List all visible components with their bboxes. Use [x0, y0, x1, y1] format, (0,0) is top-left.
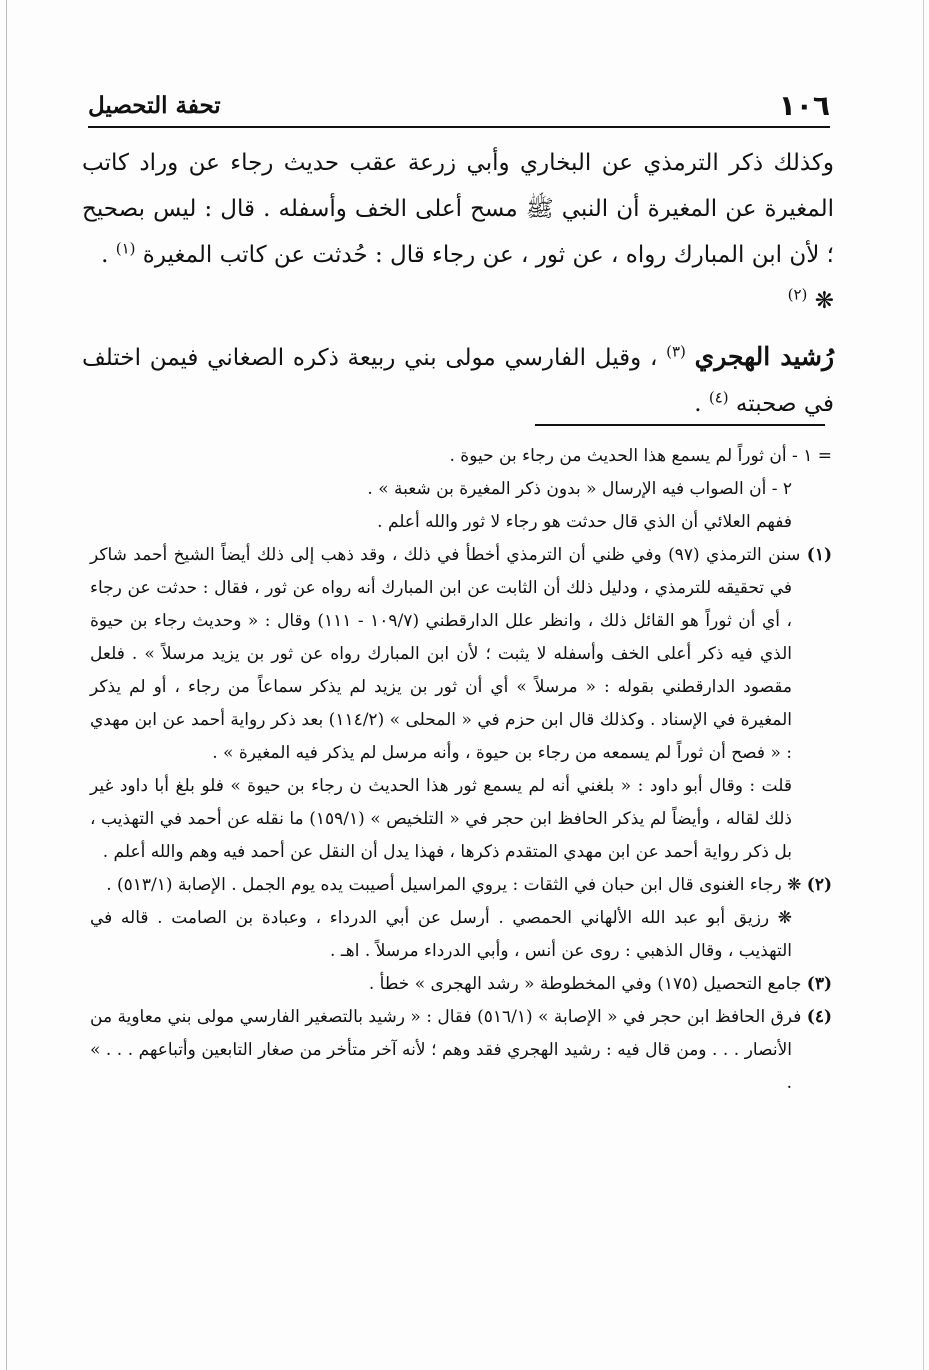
- footnote-1: [90, 539, 832, 770]
- star-entry: [82, 278, 834, 324]
- entry-title: رُشيد الهجري: [694, 342, 835, 371]
- running-title: تحفة التحصيل: [88, 92, 221, 119]
- footnote-text: فرق الحافظ ابن حجر في « الإصابة » (٥١٦/١) فقال : « رشيد بالتصغير الفارسي مولى بني معاوية من الأنصار . . . ومن قال فيه : رشيد الهجري فقد وهم ؛ لأنه آخر متأخر من صغار التابعين وأتباعهم . . . » .: [90, 1007, 802, 1093]
- footnote-text: سنن الترمذي (٩٧) وفي ظني أن الترمذي أخطأ في ذلك ، وقد ذهب إلى ذلك أيضاً الشيخ أحمد شاكر في تحقيقه للترمذي ، ودليل ذلك أن الثابت عن ابن المبارك أنه رواه عن ثور ، فقال : حدثت عن رجاء ، أي أن ثوراً هو القائل ذلك ، وانظر علل الدارقطني (١٠٩/٧ - ١١١) وقال : « وحديث رجاء بن حيوة الذي فيه ذكر أعلى الخف وأسفله لا يثبت ؛ لأن ابن المبارك رواه عن ثور بن يزيد مرسلاً » . فلعل مقصود الدارقطني بقوله : « مرسلاً » أي أن ثور بن يزيد لم يذكر سماعاً من رجاء ، أو لم يذكر المغيرة في الإسناد . وكذلك قال ابن حزم في « المحلى » (١١٤/٢) بعد ذكر رواية أحمد عن ابن مهدي : « فصح أن ثوراً لم يسمعه من رجاء بن حيوة ، وأنه مرسل لم يذكر فيه المغيرة » .: [90, 545, 801, 763]
- footnote-label: (١): [806, 545, 832, 565]
- entry-end: .: [694, 391, 702, 417]
- footnote-2-extra: ❋ رزيق أبو عبد الله الألهاني الحمصي . أرسل عن أبي الدرداء ، وعبادة بن الصامت . قاله في التهذيب ، وقال الذهبي : روى عن أنس ، وأبي الدرداء مرسلاً . اهـ .: [90, 908, 792, 961]
- footnote-continuation: ٢ - أن الصواب فيه الإرسال « بدون ذكر المغيرة بن شعبة » .: [367, 479, 792, 499]
- footnote-continuation: ففهم العلائي أن الذي قال حدثت هو رجاء لا ثور والله أعلم .: [377, 512, 792, 532]
- footnote-ref: (٢): [787, 285, 808, 304]
- footnote-3: [90, 968, 832, 1001]
- paragraph-end: .: [101, 242, 109, 268]
- footnote-separator: [535, 424, 825, 426]
- entry-text: ، وقيل الفارسي مولى بني ربيعة ذكره الصغاني فيمن اختلف في صحبته: [82, 345, 834, 417]
- footnote-ref: (١): [115, 239, 136, 258]
- page-edge-left: [6, 0, 7, 1370]
- paragraph-text: وكذلك ذكر الترمذي عن البخاري وأبي زرعة عقب حديث رجاء عن وراد كاتب المغيرة عن المغيرة أن النبي ﷺ مسح أعلى الخف وأسفله . قال : ليس بصحيح ؛ لأن ابن المبارك رواه ، عن ثور ، عن رجاء قال : حُدثت عن كاتب المغيرة: [82, 150, 834, 268]
- main-text: [82, 140, 834, 427]
- footnote-1-comment: قلت : وقال أبو داود : « بلغني أنه لم يسمع ثور هذا الحديث ن رجاء بن حيوة » فلو بلغ أبا داود غير ذلك لقاله ، وأيضاً لم يذكر الحافظ ابن حجر في « التلخيص » (١٥٩/١) ما نقله عن أحمد في التهذيب ، بل ذكر رواية أحمد عن ابن مهدي المتقدم ذكرها ، فهذا يدل أن النقل عن أحمد فيه وهم والله أعلم .: [90, 776, 793, 862]
- page-number: ١٠٦: [778, 89, 830, 122]
- footnote-label: (٣): [806, 974, 832, 994]
- narrator-entry: [82, 334, 834, 427]
- footnote-ref: (٤): [708, 388, 729, 407]
- page-edge-right: [923, 0, 924, 1370]
- footnote-2: [90, 869, 832, 902]
- footnote-text: جامع التحصيل (١٧٥) وفي المخطوطة « رشد الهجرى » خطأ .: [368, 974, 802, 994]
- footnote-4: [90, 1001, 832, 1100]
- main-paragraph: [82, 140, 834, 278]
- footnotes: [90, 440, 832, 1100]
- footnote-label: (٤): [806, 1007, 832, 1027]
- footnote-text: ❋ رجاء الغنوى قال ابن حبان في الثقات : يروي المراسيل أصيبت يده يوم الجمل . الإصابة (٥١٣/١) .: [106, 875, 802, 895]
- page-header: [88, 80, 830, 128]
- star-icon: ❋: [814, 288, 834, 314]
- footnote-label: (٢): [806, 875, 832, 895]
- footnote-continuation: = ١ - أن ثوراً لم يسمع هذا الحديث من رجاء بن حيوة .: [449, 446, 832, 466]
- footnote-ref: (٣): [666, 342, 686, 361]
